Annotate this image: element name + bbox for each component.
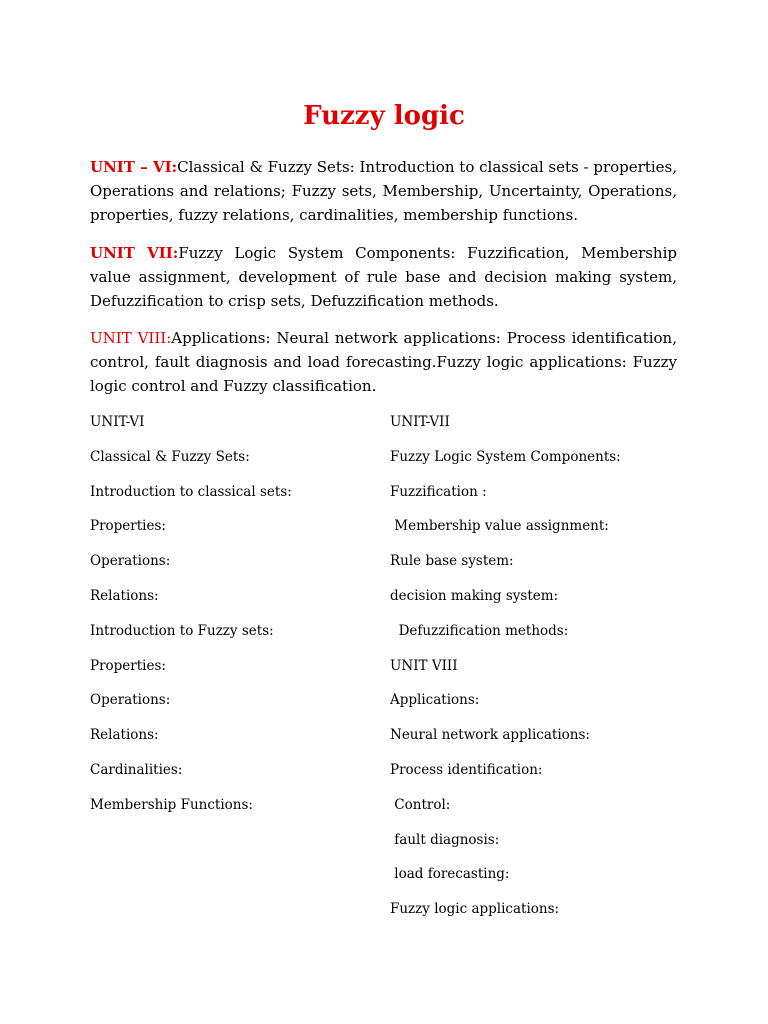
list-item: Classical & Fuzzy Sets: bbox=[90, 448, 250, 465]
list-item: Membership Functions: bbox=[90, 796, 253, 813]
list-item: Applications: bbox=[390, 692, 480, 709]
list-item: Operations: bbox=[90, 692, 171, 709]
unit-vi-paragraph bbox=[90, 155, 677, 227]
list-item: Fuzzification : bbox=[390, 483, 487, 500]
list-item: UNIT VIII bbox=[390, 657, 458, 674]
unit-vi-text: Classical & Fuzzy Sets: Introduction to classical sets - properties, Operations and relations; Fuzzy sets, Membership, Uncertainty, Operations, properties, fuzzy relations, cardinalities, membership functions. bbox=[90, 158, 677, 224]
list-item: decision making system: bbox=[390, 587, 559, 604]
list-item: fault diagnosis: bbox=[390, 831, 500, 848]
list-item: Control: bbox=[390, 796, 451, 813]
unit-vii-paragraph bbox=[90, 241, 677, 313]
unit-vii-lead: UNIT VII: bbox=[90, 244, 179, 262]
left-topic-list bbox=[90, 413, 292, 831]
list-item: Cardinalities: bbox=[90, 761, 183, 778]
list-item: Introduction to classical sets: bbox=[90, 483, 292, 500]
list-item: Rule base system: bbox=[390, 553, 514, 570]
list-item: Neural network applications: bbox=[390, 727, 590, 744]
list-item: UNIT-VI bbox=[90, 414, 145, 430]
list-item: UNIT-VII bbox=[390, 414, 450, 430]
list-item: Membership value assignment: bbox=[390, 518, 609, 535]
list-item: Introduction to Fuzzy sets: bbox=[90, 622, 274, 639]
unit-vii-text: Fuzzy Logic System Components: Fuzzification, Membership value assignment, development of rule base and decision making system, Defuzzification to crisp sets, Defuzzification methods. bbox=[90, 244, 677, 310]
list-item: Fuzzy Logic System Components: bbox=[390, 448, 621, 465]
right-topic-list bbox=[390, 413, 621, 935]
unit-viii-lead: UNIT VIII: bbox=[90, 329, 172, 347]
list-item: load forecasting: bbox=[390, 866, 510, 883]
list-item: Defuzzification methods: bbox=[390, 622, 569, 639]
list-item: Properties: bbox=[90, 657, 166, 674]
list-item: Process identification: bbox=[390, 761, 543, 778]
list-item: Operations: bbox=[90, 553, 171, 570]
unit-viii-text: Applications: Neural network applications: Process identification, control, fault diagnosis and load forecasting.Fuzzy logic applications: Fuzzy logic control and Fuzzy classification. bbox=[90, 329, 677, 395]
document-title: Fuzzy logic bbox=[303, 101, 465, 131]
unit-vi-lead: UNIT – VI: bbox=[90, 158, 178, 176]
unit-viii-paragraph bbox=[90, 326, 677, 398]
list-item: Fuzzy logic applications: bbox=[390, 901, 560, 918]
list-item: Properties: bbox=[90, 518, 166, 535]
list-item: Relations: bbox=[90, 727, 159, 744]
list-item: Relations: bbox=[90, 587, 159, 604]
